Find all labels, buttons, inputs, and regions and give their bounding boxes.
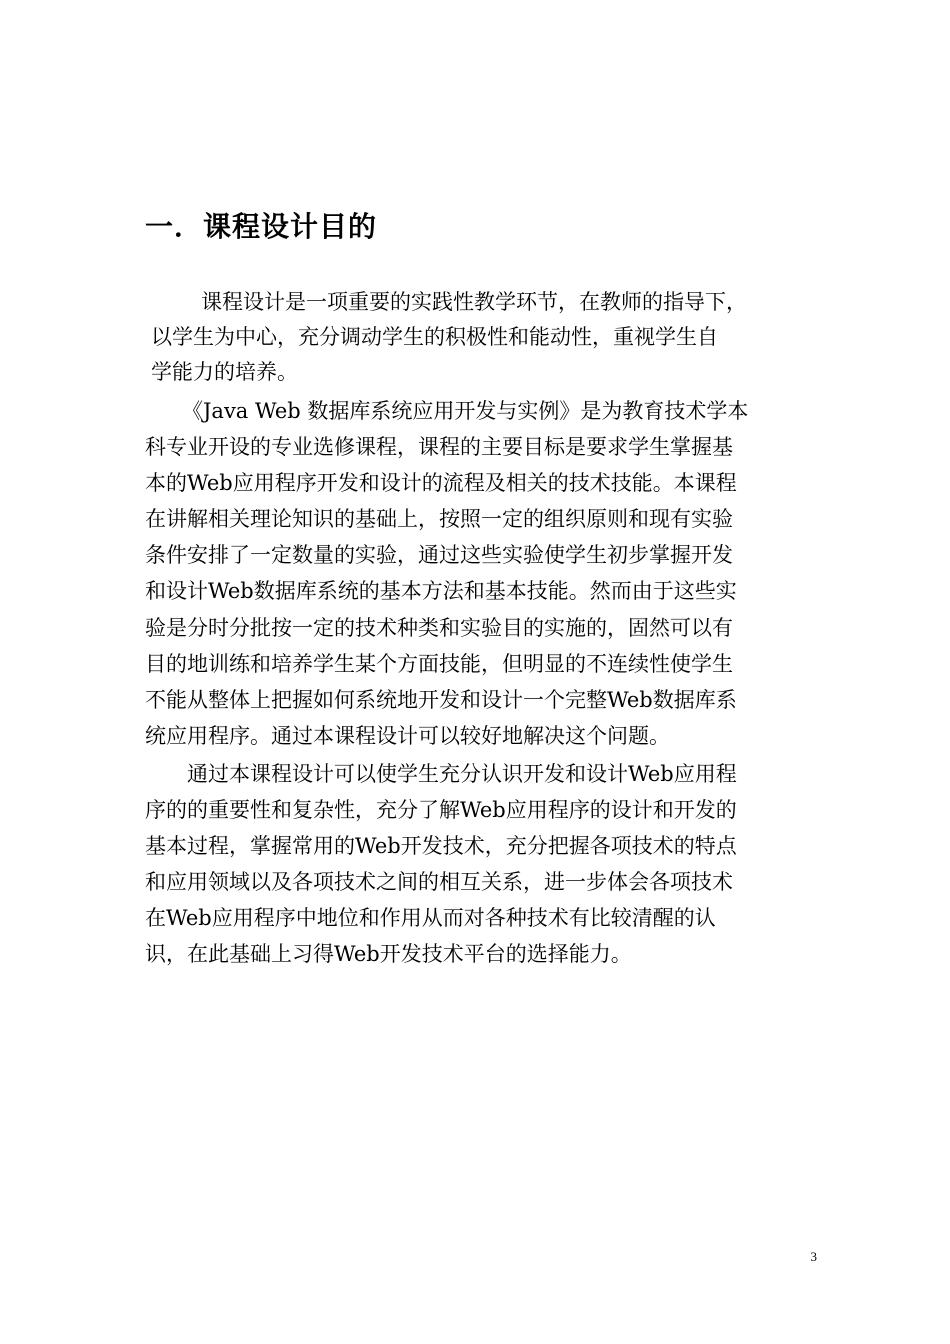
paragraph-2-line: 科专业开设的专业选修课程，课程的主要目标是要求学生掌握基 — [145, 435, 733, 459]
paragraph-3-line: 序的的重要性和复杂性，充分了解Web应用程序的设计和开发的 — [145, 798, 737, 822]
paragraph-3-line: 基本过程，掌握常用的Web开发技术，充分把握各项技术的特点 — [145, 834, 737, 858]
paragraph-1-line: 课程设计是一项重要的实践性教学环节，在教师的指导下， — [201, 290, 747, 314]
paragraph-3-line: 通过本课程设计可以使学生充分认识开发和设计Web应用程 — [187, 762, 737, 786]
paragraph-1-line: 学能力的培养。 — [151, 360, 298, 384]
paragraph-3-line: 识，在此基础上习得Web开发技术平台的选择能力。 — [145, 942, 632, 966]
paragraph-3-line: 和应用领域以及各项技术之间的相互关系，进一步体会各项技术 — [145, 870, 733, 894]
paragraph-2-line: 条件安排了一定数量的实验，通过这些实验使学生初步掌握开发 — [145, 543, 733, 567]
paragraph-2-line: 验是分时分批按一定的技术种类和实验目的实施的，固然可以有 — [145, 616, 733, 640]
paragraph-2-line: 目的地训练和培养学生某个方面技能，但明显的不连续性使学生 — [145, 652, 733, 676]
paragraph-2-line: 在讲解相关理论知识的基础上，按照一定的组织原则和现有实验 — [145, 507, 733, 531]
paragraph-1-line: 以学生为中心，充分调动学生的积极性和能动性，重视学生自 — [151, 325, 718, 349]
section-title: 一．课程设计目的 — [145, 210, 378, 243]
paragraph-2-line: 统应用程序。通过本课程设计可以较好地解决这个问题。 — [145, 724, 670, 748]
paragraph-2-line: 不能从整体上把握如何系统地开发和设计一个完整Web数据库系 — [145, 688, 737, 712]
paragraph-2-line: 《Java Web 数据库系统应用开发与实例》是为教育技术学本 — [182, 399, 749, 423]
paragraph-2-line: 和设计Web数据库系统的基本方法和基本技能。然而由于这些实 — [145, 579, 737, 603]
page-number: 3 — [810, 1249, 817, 1264]
paragraph-3-line: 在Web应用程序中地位和作用从而对各种技术有比较清醒的认 — [145, 906, 716, 930]
paragraph-2-line: 本的Web应用程序开发和设计的流程及相关的技术技能。本课程 — [145, 471, 737, 495]
